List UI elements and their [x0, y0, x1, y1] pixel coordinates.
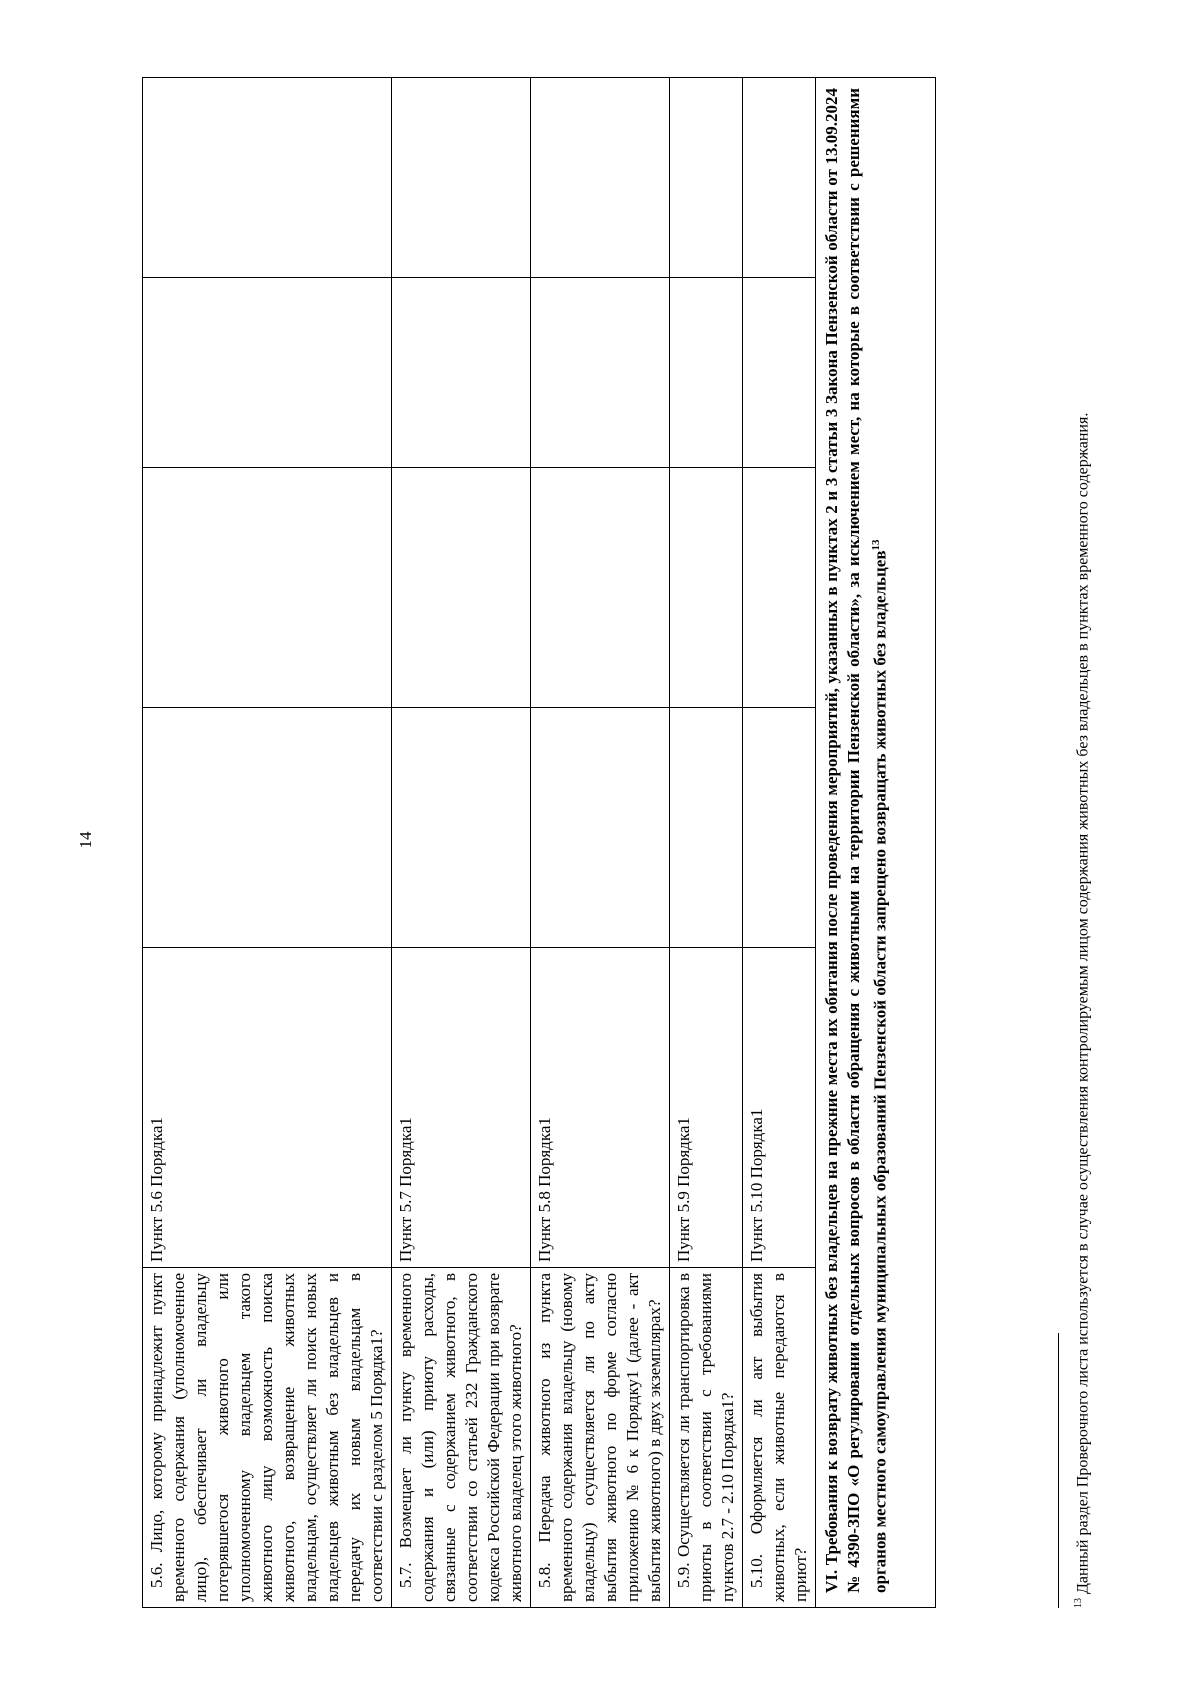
answer-no-cell[interactable]: [531, 468, 670, 708]
answer-yes-cell[interactable]: [392, 708, 531, 948]
question-cell: 5.8. Передача животного из пункта временного содержания владельцу (новому владельцу) осуществляется ли по акту выбытия животного по форме согласно приложению № 6 к Порядку1 (далее - акт выбытия животного) в двух экземплярах?: [531, 1268, 670, 1608]
question-cell: 5.7. Возмещает ли пункту временного содержания и (или) приюту расходы, связанные с содержанием животного, в соответствии со статьей 232 Гражданского кодекса Российской Федерации при возврате животного владелец этого животного?: [392, 1268, 531, 1608]
answer-na-cell[interactable]: [531, 278, 670, 468]
answer-yes-cell[interactable]: [531, 708, 670, 948]
question-cell: 5.6. Лицо, которому принадлежит пункт временного содержания (уполномоченное лицо), обеспечивает ли владельцу потерявшегося животного или уполномоченному владельцем такого животного лицу возможность поиска животного, возвращение животных владельцам, осуществляет ли поиск новых владельцев животным без владельцев и передачу их новым владельцам в соответствии с разделом 5 Порядка1?: [143, 1268, 392, 1608]
question-cell: 5.9. Осуществляется ли транспортировка в приюты в соответствии с требованиями пунктов 2.7 - 2.10 Порядка1?: [670, 1268, 743, 1608]
table-row: [392, 78, 531, 1608]
checklist-table: [142, 77, 936, 1608]
answer-no-cell[interactable]: [392, 468, 531, 708]
footnote-text: Данный раздел Проверочного листа используется в случае осуществления контролируемым лицом содержания животных без владельцев в пунктах временного содержания.: [1074, 412, 1092, 1594]
answer-no-cell[interactable]: [143, 468, 392, 708]
table-row: [670, 78, 743, 1608]
answer-no-cell[interactable]: [670, 468, 743, 708]
page-number: 14: [76, 831, 95, 849]
requirement-cell: Пункт 5.6 Порядка1: [143, 948, 392, 1268]
section-heading-row: [816, 78, 936, 1608]
question-cell: 5.10. Оформляется ли акт выбытия животных, если животные передаются в приют?: [743, 1268, 816, 1608]
footnote-divider: [1058, 1333, 1059, 1608]
footnote-number: 13: [1073, 1598, 1084, 1608]
note-cell[interactable]: [143, 78, 392, 278]
answer-yes-cell[interactable]: [143, 708, 392, 948]
note-cell[interactable]: [743, 78, 816, 278]
table-row: [143, 78, 392, 1608]
answer-na-cell[interactable]: [143, 278, 392, 468]
answer-no-cell[interactable]: [743, 468, 816, 708]
table-row: [743, 78, 816, 1608]
footnote: [1068, 78, 1094, 1608]
requirement-cell: Пункт 5.10 Порядка1: [743, 948, 816, 1268]
answer-na-cell[interactable]: [670, 278, 743, 468]
answer-na-cell[interactable]: [392, 278, 531, 468]
answer-yes-cell[interactable]: [670, 708, 743, 948]
footnote-ref: 13: [870, 539, 882, 551]
note-cell[interactable]: [392, 78, 531, 278]
note-cell[interactable]: [670, 78, 743, 278]
requirement-cell: Пункт 5.7 Порядка1: [392, 948, 531, 1268]
note-cell[interactable]: [531, 78, 670, 278]
answer-yes-cell[interactable]: [743, 708, 816, 948]
section-heading: VI. Требования к возврату животных без владельцев на прежние места их обитания после проведения мероприятий, указанных в пунктах 2 и 3 статьи 3 Закона Пензенской области от 13.09.2024 № 4390-ЗПО «О регулировании отдельных вопросов в области обращения с животными на территории Пензенской области», за исключением мест, на которые в соответствии с решениями органов местного самоуправления муниципальных образований Пензенской области запрещено возвращать животных без владельцев$^{13}$: [816, 78, 936, 1608]
table-row: [531, 78, 670, 1608]
answer-na-cell[interactable]: [743, 278, 816, 468]
requirement-cell: Пункт 5.9 Порядка1: [670, 948, 743, 1268]
requirement-cell: Пункт 5.8 Порядка1: [531, 948, 670, 1268]
